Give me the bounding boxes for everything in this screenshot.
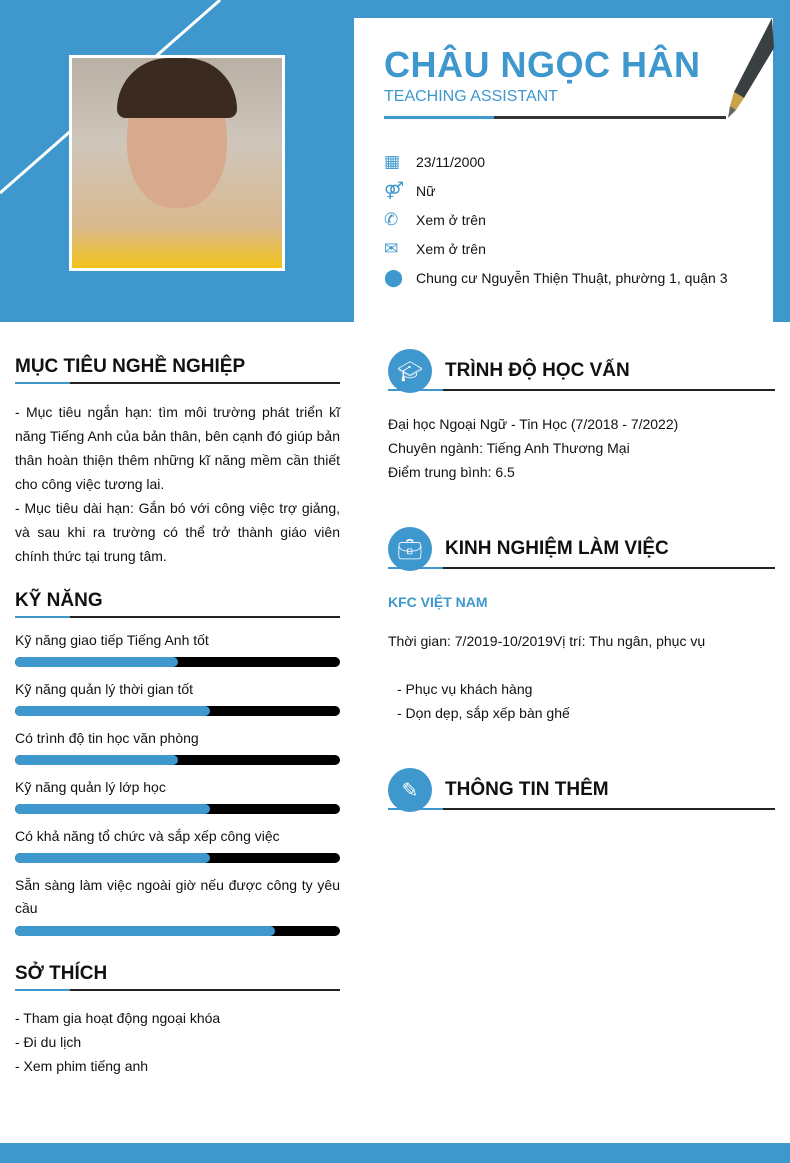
section-rule [15,989,340,991]
contact-phone [384,210,486,230]
contact-birthday [384,152,485,172]
contact-text: Nữ [416,183,436,199]
skill-level-bar [15,926,340,936]
objective-short-term: - Mục tiêu ngắn hạn: tìm môi trường phát triển kĩ năng Tiếng Anh của bản thân, bên cạnh đó giúp bản thân hoàn thiện thêm những kĩ năng mềm cần thiết cho công việc tương lai. [15,404,340,492]
education-gpa: Điểm trung bình: 6.5 [388,464,515,480]
education-title: TRÌNH ĐỘ HỌC VẤN [445,360,630,381]
objective-long-term: - Mục tiêu dài hạn: Gắn bó với công việc trợ giảng, và sau khi ra trường có thể trở thành giáo viên chính thức tại trung tâm. [15,500,340,564]
title-underline [494,116,726,119]
company-name: KFC VIỆT NAM [388,594,488,610]
briefcase-icon: 💼︎ [388,527,432,571]
skill-label: Kỹ năng quản lý lớp học [15,779,166,795]
section-rule [388,567,775,569]
skill-level-fill [15,657,178,667]
experience-period: Thời gian: 7/2019-10/2019Vị trí: Thu ngân, phục vụ [388,633,706,649]
section-rule [388,389,775,391]
hobbies-title: SỞ THÍCH [15,963,108,984]
task-item: - Dọn dẹp, sắp xếp bàn ghế [397,705,570,721]
phone-icon: ✆ [384,210,399,229]
objective-title: MỤC TIÊU NGHỀ NGHIỆP [15,356,246,377]
skill-label: Sẵn sàng làm việc ngoài giờ nếu được công ty yêu cầu [15,877,340,916]
hobbies-list [15,1006,220,1078]
candidate-role: TEACHING ASSISTANT [384,88,558,105]
skill-level-fill [15,926,275,936]
title-underline-accent [384,116,494,119]
skill-level-bar [15,755,340,765]
contact-text: Xem ở trên [416,241,486,257]
extra-info-title: THÔNG TIN THÊM [445,779,609,800]
profile-photo [69,55,285,271]
calendar-icon: ▦ [384,152,401,171]
graduation-cap-icon: 🎓︎ [388,349,432,393]
contact-email [384,239,486,259]
experience-tasks [397,677,570,725]
section-rule [388,808,775,810]
skill-level-fill [15,853,210,863]
skill-level-fill [15,706,210,716]
candidate-name: CHÂU NGỌC HÂN [384,44,701,85]
skills-title: KỸ NĂNG [15,590,103,611]
contact-gender [384,181,435,201]
hobby-item: - Tham gia hoạt động ngoại khóa [15,1010,221,1026]
contact-text: Xem ở trên [416,212,486,228]
skill-label: Có trình độ tin học văn phòng [15,730,199,746]
skill-label: Kỹ năng giao tiếp Tiếng Anh tốt [15,632,209,648]
skill-level-bar [15,657,340,667]
hobby-item: - Đi du lịch [15,1034,82,1050]
section-rule [15,616,340,618]
contact-address [384,268,728,288]
contact-text: 23/11/2000 [416,154,486,170]
skill-level-fill [15,755,178,765]
education-details [388,412,678,484]
contact-text: Chung cư Nguyễn Thiện Thuật, phường 1, quận 3 [416,270,728,286]
objective-text [15,400,340,568]
skill-label: Có khả năng tổ chức và sắp xếp công việc [15,828,280,844]
education-school: Đại học Ngoại Ngữ - Tin Học (7/2018 - 7/2022) [388,416,679,432]
task-item: - Phục vụ khách hàng [397,681,533,697]
section-rule [15,382,340,384]
location-icon: ⬤ [384,268,404,287]
skill-label: Kỹ năng quản lý thời gian tốt [15,681,194,697]
education-major: Chuyên ngành: Tiếng Anh Thương Mại [388,440,630,456]
skill-level-bar [15,706,340,716]
skill-level-bar [15,804,340,814]
skill-level-fill [15,804,210,814]
pencil-icon: ✎ [388,768,432,812]
pen-icon [722,18,774,120]
email-icon: ✉ [384,239,399,258]
hobby-item: - Xem phim tiếng anh [15,1058,149,1074]
experience-title: KINH NGHIỆM LÀM VIỆC [445,538,669,559]
skill-level-bar [15,853,340,863]
footer-bar [0,1143,790,1163]
gender-icon: ⚤ [384,181,404,200]
